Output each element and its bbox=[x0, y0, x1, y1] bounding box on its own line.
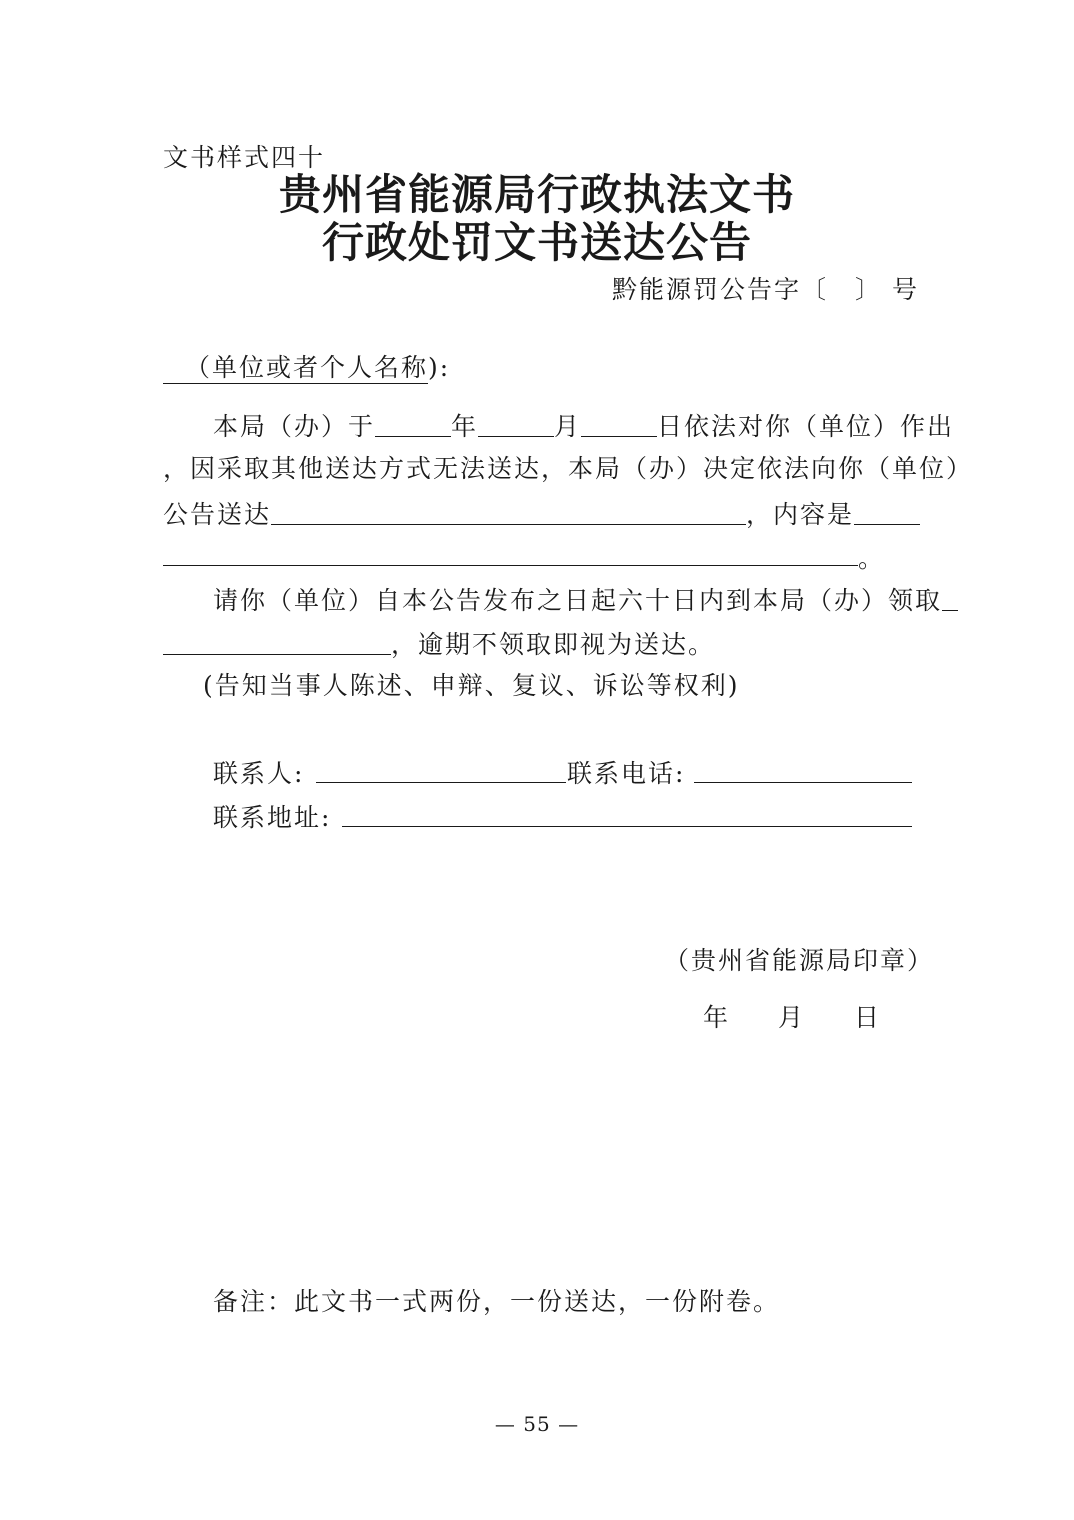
date-day: 日 bbox=[854, 1003, 882, 1032]
p1-year-text: 年 bbox=[451, 412, 479, 441]
year-blank bbox=[375, 410, 451, 437]
paragraph2-line1 bbox=[213, 582, 958, 618]
collect-blank-start bbox=[942, 584, 958, 611]
document-title-line1: 贵州省能源局行政执法文书 bbox=[278, 170, 795, 219]
contact-address-label: 联系地址: bbox=[213, 803, 332, 832]
collect-blank bbox=[163, 628, 391, 655]
paragraph1-end-mark: 。 bbox=[858, 544, 886, 573]
rights-note: (告知当事人陈述、申辩、复议、诉讼等权利) bbox=[203, 671, 740, 700]
remark: 备注：此文书一式两份，一份送达，一份附卷。 bbox=[213, 1287, 781, 1316]
paragraph1-line2: ，因采取其他送达方式无法送达，本局（办）决定依法向你（单位） bbox=[163, 454, 974, 483]
p1-service-text: 公告送达 bbox=[163, 500, 272, 529]
document-style-label: 文书样式四十 bbox=[163, 143, 326, 172]
p1-intro-text: 本局（办）于 bbox=[213, 412, 376, 441]
contact-address-blank bbox=[342, 826, 912, 827]
contact-person-blank bbox=[316, 782, 566, 783]
p2-collect-text: 请你（单位）自本公告发布之日起六十日内到本局（办）领取 bbox=[213, 586, 943, 615]
paragraph1-line3 bbox=[163, 496, 920, 532]
page-number: — 55 — bbox=[494, 1412, 580, 1436]
content-blank-start bbox=[854, 498, 920, 525]
contact-person-label: 联系人: bbox=[213, 759, 305, 788]
paragraph2-line2 bbox=[163, 626, 715, 662]
service-document-blank bbox=[271, 498, 746, 525]
addressee-colon: ): bbox=[428, 353, 451, 382]
document-title-line2: 行政处罚文书送达公告 bbox=[321, 218, 752, 267]
seal-placeholder: （贵州省能源局印章） bbox=[664, 946, 935, 975]
month-blank bbox=[478, 410, 554, 437]
p2-deadline-text: ，逾期不领取即视为送达。 bbox=[391, 630, 716, 659]
addressee-line bbox=[163, 351, 450, 385]
paragraph1-line1 bbox=[213, 408, 954, 444]
addressee-name-placeholder: （单位或者个人名称 bbox=[163, 353, 428, 384]
p1-content-text: ，内容是 bbox=[746, 500, 855, 529]
day-blank bbox=[581, 410, 657, 437]
p1-month-text: 月 bbox=[554, 412, 582, 441]
document-number: 黔能源罚公告字〔 〕 号 bbox=[612, 275, 919, 304]
date-month: 月 bbox=[778, 1003, 806, 1032]
contact-phone-blank bbox=[694, 782, 912, 783]
content-blank-line bbox=[163, 565, 858, 566]
date-year: 年 bbox=[703, 1003, 731, 1032]
contact-phone-label: 联系电话: bbox=[567, 759, 686, 788]
p1-decision-text: 日依法对你（单位）作出 bbox=[657, 412, 955, 441]
